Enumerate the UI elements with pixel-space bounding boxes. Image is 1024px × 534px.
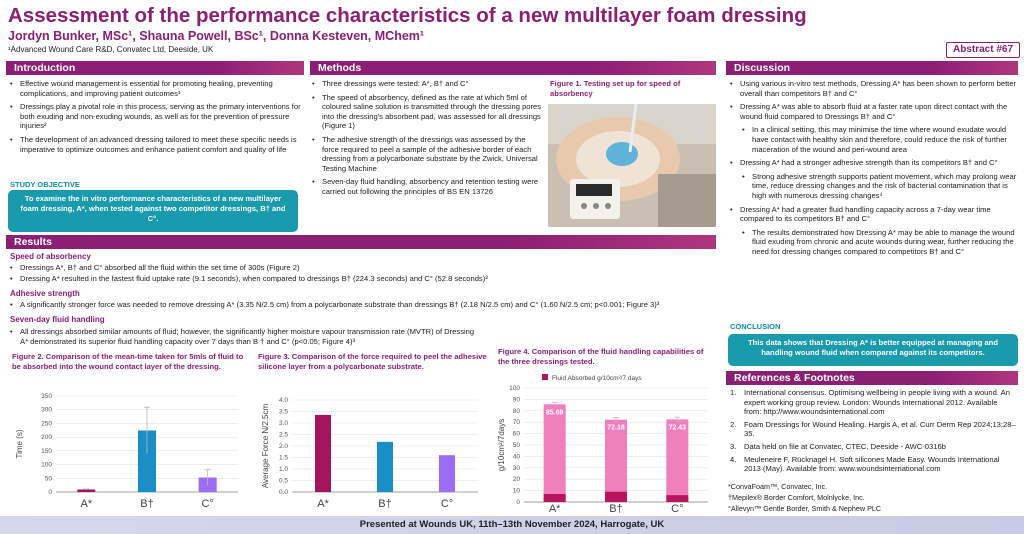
figure3-chart xyxy=(258,386,488,514)
y-tick-label: 4.0 xyxy=(278,397,288,404)
bar xyxy=(544,404,566,502)
figure2-caption: Figure 2. Comparison of the mean-time taken for 5mls of fluid to be absorbed into the wound contact layer of the dressing. xyxy=(12,352,244,371)
fluid-list xyxy=(8,327,478,350)
y-tick-label: 0 xyxy=(48,489,52,496)
y-tick-label: 50 xyxy=(512,442,520,449)
poster-title: Assessment of the performance characteristics of a new multilayer foam dressing xyxy=(8,4,807,27)
y-tick-label: 3.5 xyxy=(278,408,288,416)
y-tick-label: 100 xyxy=(41,461,52,469)
x-tick-label: B† xyxy=(609,503,623,514)
reference-item: 2. Foam Dressings for Wound Healing. Hargis A, et al. Curr Derm Rep 2024;13:28–35. xyxy=(730,419,1016,439)
reference-item: 1. International consensus. Optimising wellbeing in people living with a wound. An expert working group review. London: Wounds International 2012. Available from: http://www.woundsinternational.com xyxy=(730,388,1010,417)
x-tick-label: B† xyxy=(140,498,154,510)
y-tick-label: 20 xyxy=(512,476,520,484)
chart-background xyxy=(258,386,488,514)
y-tick-label: 0 xyxy=(516,499,520,506)
list-item: • Three dressings were tested: A*, B† and C° xyxy=(310,79,542,89)
introduction-header: Introduction xyxy=(6,61,304,75)
figure2-chart xyxy=(12,386,248,514)
y-axis-label: Average Force N/2.5cm xyxy=(261,403,270,489)
list-item: • All dressings absorbed similar amounts of fluid; however, the significantly higher moisture vapour transmission rate (MVTR) of Dressing A* demonstrated its superior fluid handling capacity over 7 days than B † and C° (p<0.05; Figure 4)³ xyxy=(8,327,478,346)
y-tick-label: 1.0 xyxy=(278,466,288,473)
discussion-header: Discussion xyxy=(726,61,1018,75)
fluid-heading: Seven-day fluid handling xyxy=(10,315,105,324)
list-item: • Using various in-vitro test methods, Dressing A* has been shown to perform better overall than competitors B† and C° xyxy=(728,79,1018,98)
trademark-a: *ConvaFoam™, Convatec, Inc. xyxy=(728,482,828,491)
footer: Presented at Wounds UK, 11th–13th November 2024, Harrogate, UK xyxy=(0,516,1024,534)
data-label: 85.69 xyxy=(545,409,564,417)
y-tick-label: 0.5 xyxy=(278,477,288,485)
list-item: • Dressing A* had a stronger adhesive strength than its competitors B† and C° xyxy=(728,158,1018,168)
references-header: References & Footnotes xyxy=(726,371,1018,385)
bar-lower-segment xyxy=(666,495,688,502)
list-item: • The adhesive strength of the dressings was assessed by the force required to peel a sample of the adhesive border of each dressing from a polycarbonate substrate by the Zwick, Universal Testing Machine xyxy=(310,135,542,173)
bar-lower-segment xyxy=(605,492,627,502)
figure3-caption: Figure 3. Comparison of the force required to peel the adhesive silicone layer from a polycarbonate substrate. xyxy=(258,352,487,371)
list-item: • Dressings play a pivotal role in this process, serving as the primary interventions for both exuding and non-exuding wounds, as well as for the prevention of pressure injuries² xyxy=(8,102,302,131)
figure1-caption: Figure 1. Testing set up for speed of absorbency xyxy=(550,79,681,98)
y-tick-label: 50 xyxy=(44,475,52,483)
y-tick-label: 60 xyxy=(512,430,520,438)
x-tick-label: C° xyxy=(201,498,214,510)
trademark-b: †Mepilex® Border Comfort, Molnlycke, Inc. xyxy=(728,493,865,502)
y-tick-label: 0.0 xyxy=(278,489,288,496)
list-item: • Dressing A* resulted in the fastest fluid uptake rate (9.1 seconds), when compared to dressings B† (224.3 seconds) and C° (52.8 seconds)³ xyxy=(8,274,708,284)
trademark-c: °Allevyn™ Gentle Border, Smith & Nephew PLC xyxy=(728,504,882,513)
x-tick-label: A* xyxy=(317,498,329,510)
y-tick-label: 80 xyxy=(512,407,520,415)
y-tick-label: 3.0 xyxy=(278,420,288,427)
y-tick-label: 150 xyxy=(41,447,52,455)
list-item: • Dressings A*, B† and C° absorbed all the fluid within the set time of 300s (Figure 2) xyxy=(8,263,708,273)
results-header: Results xyxy=(6,235,716,249)
bar-lower-segment xyxy=(544,494,566,502)
bar xyxy=(315,415,331,492)
y-tick-label: 10 xyxy=(512,487,520,495)
list-item: • Seven-day fluid handling, absorbency and retention testing were carried out following the principles of BS EN 13726 xyxy=(310,177,542,196)
figure1-photo xyxy=(548,104,716,227)
y-tick-label: 2.0 xyxy=(278,443,288,450)
y-tick-label: 70 xyxy=(512,419,520,427)
adhesive-list xyxy=(8,300,708,314)
speed-heading: Speed of absorbency xyxy=(10,252,91,261)
y-tick-label: 100 xyxy=(509,385,520,392)
y-tick-label: 30 xyxy=(512,464,520,472)
list-item: • Dressing A* was able to absorb fluid at a faster rate upon direct contact with the wound fluid compared to Dressings B† and C° xyxy=(728,102,1018,121)
list-item: • Strong adhesive strength supports patient movement, which may prolong wear time, reduce dressing changes and the risk of bacterial contamination that is high with numerous dressing changes⁴ xyxy=(740,172,1018,201)
conclusion-box: This data shows that Dressing A* is better equipped at managing and handling wound fluid when compared against its competitors. xyxy=(728,334,1018,366)
legend-label: Fluid Absorbed g/10cm²/7 days xyxy=(552,375,642,382)
y-tick-label: 2.5 xyxy=(278,431,288,439)
list-item: • The speed of absorbency, defined as the rate at which 5ml of coloured saline solution is transmitted through the dressing pores into the dressing's absorbent pad, was assessed for all dressings (Figure 1) xyxy=(310,93,542,131)
y-tick-label: 40 xyxy=(512,453,520,461)
abstract-badge: Abstract #67 xyxy=(946,42,1020,58)
methods-header: Methods xyxy=(310,61,716,75)
list-item: • A significantly stronger force was needed to remove dressing A* (3.35 N/2.5 cm) from a polycarbonate substrate than dressings B† (2.18 N/2.5 cm) and C° (1.60 N/2.5 cm; p<0.001; Figure 3)³ xyxy=(8,300,708,310)
data-label: 72.18 xyxy=(607,424,625,432)
legend-swatch xyxy=(542,374,548,380)
y-tick-label: 350 xyxy=(41,393,52,400)
affiliation: ¹Advanced Wound Care R&D, Convatec Ltd, Deeside, UK xyxy=(8,45,214,54)
methods-list xyxy=(310,79,542,201)
introduction-list xyxy=(8,79,302,158)
x-tick-label: C° xyxy=(671,503,684,514)
figure4-caption: Figure 4. Comparison of the fluid handling capabilities of the three dressings tested. xyxy=(498,347,704,366)
figure4-chart xyxy=(494,370,718,514)
x-tick-label: C° xyxy=(440,498,454,510)
list-item: • Effective wound management is essential for promoting healing, preventing complications, and improving patient outcomes¹ xyxy=(8,79,302,98)
list-item: • Dressing A* had a greater fluid handling capacity across a 7-day wear time compared to its competitors B† and C° xyxy=(728,205,1018,224)
y-axis-label: g/10cm²/7days xyxy=(497,418,506,472)
study-objective-box: To examine the in vitro performance characteristics of a new multilayer foam dressing, A*, when tested against two competitor dressings, B† and C°. xyxy=(8,190,298,232)
study-objective-label: STUDY OBJECTIVE xyxy=(10,180,80,189)
list-item: • The results demonstrated how Dressing A* may be able to manage the wound fluid exuding from chronic and acute wounds during wear, further reducing the need for dressing changes compared to competitors B† and C° xyxy=(740,228,1018,257)
reference-item: 3. Data held on file at Convatec, CTEC, Deeside - AWC-0316b xyxy=(730,441,946,451)
y-tick-label: 200 xyxy=(41,434,52,442)
y-tick-label: 1.5 xyxy=(278,454,288,462)
x-tick-label: A* xyxy=(548,503,561,514)
y-tick-label: 250 xyxy=(41,420,52,428)
x-tick-label: B† xyxy=(378,498,392,510)
bar xyxy=(605,420,627,502)
data-label: 72.43 xyxy=(668,424,687,432)
conclusion-label: CONCLUSION xyxy=(730,322,781,331)
authors: Jordyn Bunker, MSc¹, Shauna Powell, BSc¹, Donna Kesteven, MChem¹ xyxy=(8,29,425,43)
adhesive-heading: Adhesive strength xyxy=(10,289,80,298)
reference-item: 4. Meuleneire F, Rücknagel H. Soft silicones Made Easy. Wounds International 2013 (May). Available from: www.woundsinternational.com xyxy=(730,454,1000,474)
x-tick-label: A* xyxy=(80,498,93,510)
discussion-body xyxy=(728,79,1018,261)
list-item: • In a clinical setting, this may minimise the time where wound exudate would have contact with healthy skin and therefore, could reduce the risk of further maceration of the wound and peri-wound area xyxy=(740,125,1018,154)
list-item: • The development of an advanced dressing tailored to meet these specific needs is imperative to optimize outcomes and enhance patient comfort and quality of life xyxy=(8,135,302,154)
speed-list xyxy=(8,263,708,284)
y-tick-label: 90 xyxy=(512,396,520,404)
y-tick-label: 300 xyxy=(41,406,52,414)
references-list xyxy=(730,388,1016,477)
bar xyxy=(666,419,688,502)
bar xyxy=(377,442,393,492)
bar xyxy=(439,455,455,492)
y-axis-label: Time (s) xyxy=(15,429,24,459)
